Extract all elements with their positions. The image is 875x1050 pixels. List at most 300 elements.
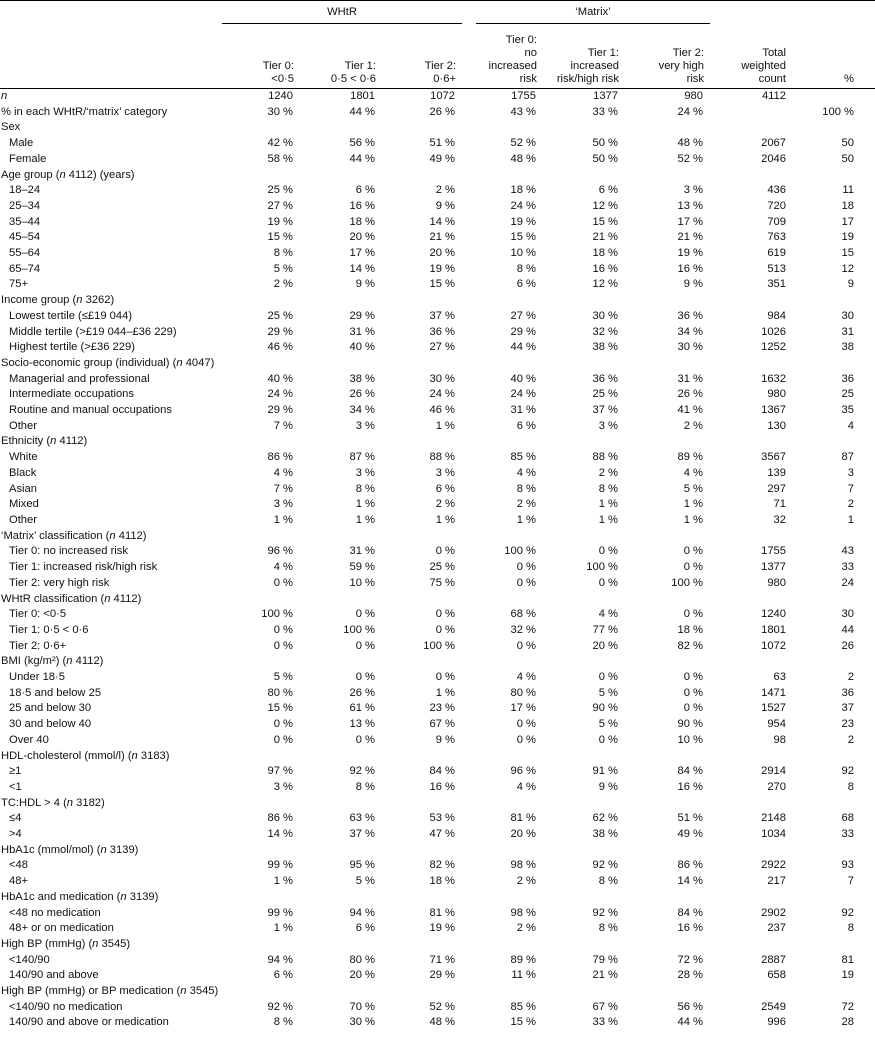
cell-col-5 (543, 529, 625, 545)
cell-col-8: 30 (841, 608, 854, 621)
table-row (0, 1000, 875, 1016)
cell-col-1: 1 % (273, 513, 293, 526)
cell-col-6: 16 % (677, 922, 703, 935)
cell-col-1: 94 % (267, 953, 293, 966)
cell-col-6: 82 % (677, 639, 703, 652)
cell-col-8: 35 (841, 404, 854, 417)
cell-col-3 (382, 796, 462, 812)
cell-col-2 (300, 796, 382, 812)
cell-col-2 (300, 168, 382, 184)
cell-col-6: 10 % (677, 733, 703, 746)
cell-col-8: 2 (847, 733, 854, 746)
cell-col-5 (543, 120, 625, 136)
cell-col-5: 50 % (592, 152, 618, 165)
cell-col-6 (625, 120, 710, 136)
cell-col-2: 1801 (350, 90, 375, 102)
cell-col-3: 0 % (435, 671, 455, 684)
cell-col-4: 96 % (510, 765, 536, 778)
cell-col-2 (300, 592, 382, 608)
row-label: Tier 0: <0·5 (9, 608, 67, 621)
cell-col-5: 2 % (598, 466, 618, 479)
cell-col-5: 25 % (592, 388, 618, 401)
cell-col-2: 61 % (349, 702, 375, 715)
cell-col-3: 3 % (435, 466, 455, 479)
row-label: Intermediate occupations (9, 388, 135, 401)
cell-col-6 (625, 168, 710, 184)
cell-col-6: 49 % (677, 828, 703, 841)
cell-col-1: 0 % (273, 639, 293, 652)
table-row (0, 309, 875, 325)
cell-col-7: 2067 (761, 137, 786, 150)
cell-col-1: 0 % (273, 718, 293, 731)
table-row (0, 686, 875, 702)
column-header-line: count (758, 73, 786, 85)
row-label: Tier 2: 0·6+ (9, 639, 67, 652)
cell-col-8: 24 (841, 576, 854, 589)
table-section-row (0, 890, 875, 906)
cell-col-8: 12 (841, 262, 854, 275)
cell-col-1: 0 % (273, 623, 293, 636)
table-row (0, 262, 875, 278)
cell-col-5: 77 % (592, 623, 618, 636)
cell-col-3: 14 % (429, 215, 455, 228)
cell-col-7: 139 (767, 466, 786, 479)
column-header-line: risk/high risk (556, 73, 619, 85)
cell-col-6: 16 % (677, 780, 703, 793)
row-label: Under 18·5 (9, 671, 65, 684)
table-section-row (0, 592, 875, 608)
column-header-line: Tier 1: (587, 47, 619, 59)
cell-col-7: 297 (767, 482, 786, 495)
table-row (0, 560, 875, 576)
cell-col-6: 24 % (677, 105, 703, 118)
cell-col-1 (218, 984, 300, 1000)
row-label: Male (9, 137, 34, 150)
cell-col-7: 1026 (761, 325, 786, 338)
table-row (0, 968, 875, 984)
cell-col-4 (462, 592, 543, 608)
cell-col-1: 5 % (273, 671, 293, 684)
cell-col-3: 15 % (429, 278, 455, 291)
cell-col-8: 38 (841, 341, 854, 354)
cell-col-4: 100 % (504, 545, 536, 558)
cell-col-7: 1471 (761, 686, 786, 699)
cell-col-8 (794, 592, 875, 608)
cell-col-5: 30 % (592, 309, 618, 322)
column-header-line: Tier 1: (344, 60, 376, 72)
table-row (0, 136, 875, 152)
row-label: High BP (mmHg) (n 3545) (1, 937, 131, 950)
cell-col-8: 17 (841, 215, 854, 228)
row-label: White (9, 451, 38, 464)
row-label: Over 40 (9, 733, 49, 746)
table-section-row (0, 168, 875, 184)
row-label: Lowest tertile (≤£19 044) (9, 309, 133, 322)
cell-col-1: 25 % (267, 184, 293, 197)
cell-col-8: 26 (841, 639, 854, 652)
cell-col-2: 31 % (349, 545, 375, 558)
table-row (0, 607, 875, 623)
cell-col-8 (794, 356, 875, 372)
cell-col-2 (300, 843, 382, 859)
cell-col-7: 513 (767, 262, 786, 275)
cell-col-4: 4 % (516, 466, 536, 479)
cell-col-6 (625, 890, 710, 906)
cell-col-2 (300, 529, 382, 545)
row-label: ‘Matrix’ classification (n 4112) (1, 529, 147, 542)
cell-col-2: 1 % (355, 498, 375, 511)
row-label: Tier 1: 0·5 < 0·6 (9, 623, 89, 636)
cell-col-7: 237 (767, 922, 786, 935)
cell-col-3: 36 % (429, 325, 455, 338)
cell-col-4: 4 % (516, 780, 536, 793)
cell-col-5: 0 % (598, 576, 618, 589)
cell-col-2: 30 % (349, 1016, 375, 1029)
cell-col-7: 980 (767, 576, 786, 589)
cell-col-7: 763 (767, 231, 786, 244)
cell-col-7: 436 (767, 184, 786, 197)
cell-col-4: 80 % (510, 686, 536, 699)
column-header-6 (625, 26, 710, 89)
cell-col-8: 81 (841, 953, 854, 966)
table-section-row (0, 843, 875, 859)
cell-col-5 (543, 592, 625, 608)
cell-col-1: 99 % (267, 859, 293, 872)
cell-col-5: 21 % (592, 231, 618, 244)
cell-col-1 (218, 843, 300, 859)
cell-col-7: 1252 (761, 341, 786, 354)
cell-col-4: 85 % (510, 451, 536, 464)
cell-col-7 (710, 937, 794, 953)
cell-col-5 (543, 749, 625, 765)
table-row (0, 215, 875, 231)
cell-col-8: 92 (841, 906, 854, 919)
table-row (0, 1015, 875, 1031)
cell-col-2: 14 % (349, 262, 375, 275)
cell-col-5: 0 % (598, 671, 618, 684)
cell-col-4 (462, 529, 543, 545)
column-header-line: % (844, 73, 854, 85)
cell-col-2: 6 % (355, 184, 375, 197)
cell-col-2: 26 % (349, 388, 375, 401)
cell-col-1 (218, 749, 300, 765)
column-header-line: very high (658, 60, 704, 72)
cell-col-8: 36 (841, 686, 854, 699)
cell-col-8: 7 (847, 482, 854, 495)
cell-col-5: 37 % (592, 404, 618, 417)
cell-col-1: 1 % (273, 875, 293, 888)
cell-col-7: 2046 (761, 152, 786, 165)
cell-col-1 (218, 168, 300, 184)
cell-col-3: 88 % (429, 451, 455, 464)
cell-col-7 (710, 434, 794, 450)
cell-col-3: 81 % (429, 906, 455, 919)
cell-col-3: 1072 (430, 90, 455, 102)
cell-col-2: 34 % (349, 404, 375, 417)
cell-col-5 (543, 796, 625, 812)
row-label: Tier 0: no increased risk (9, 545, 128, 558)
cell-col-3: 48 % (429, 1016, 455, 1029)
cell-col-2 (300, 984, 382, 1000)
row-label: HbA1c (mmol/mol) (n 3139) (1, 843, 139, 856)
cell-col-3: 84 % (429, 765, 455, 778)
column-header-2 (300, 26, 382, 89)
cell-col-8: 8 (847, 922, 854, 935)
cell-col-6 (625, 937, 710, 953)
column-header-line: increased (488, 60, 537, 72)
cell-col-6: 89 % (677, 451, 703, 464)
cell-col-4 (462, 984, 543, 1000)
cell-col-3: 52 % (429, 1000, 455, 1013)
cell-col-8 (794, 843, 875, 859)
table-row (0, 497, 875, 513)
cell-col-5 (543, 937, 625, 953)
row-label: TC:HDL > 4 (n 3182) (1, 796, 105, 809)
cell-col-7 (710, 984, 794, 1000)
cell-col-2: 20 % (349, 231, 375, 244)
cell-col-4: 89 % (510, 953, 536, 966)
cell-col-8 (794, 293, 875, 309)
cell-col-8 (794, 984, 875, 1000)
cell-col-2: 0 % (355, 639, 375, 652)
table-row (0, 183, 875, 199)
column-header-line: <0·5 (271, 73, 294, 85)
cell-col-5 (543, 168, 625, 184)
cell-col-6 (625, 654, 710, 670)
cell-col-5: 62 % (592, 812, 618, 825)
cell-col-3: 19 % (429, 922, 455, 935)
cell-col-1: 8 % (273, 1016, 293, 1029)
cell-col-5 (543, 434, 625, 450)
cell-col-1 (218, 592, 300, 608)
row-label: Other (9, 419, 37, 432)
cell-col-1: 7 % (273, 419, 293, 432)
cell-col-7 (710, 293, 794, 309)
table-section-row (0, 749, 875, 765)
row-label: 45–54 (9, 231, 41, 244)
cell-col-1: 6 % (273, 969, 293, 982)
table-section-row (0, 984, 875, 1000)
table-row (0, 152, 875, 168)
table-body (0, 89, 875, 1032)
cell-col-3 (382, 937, 462, 953)
row-label: 48+ or on medication (9, 922, 114, 935)
cell-col-1 (218, 356, 300, 372)
cell-col-2: 0 % (355, 671, 375, 684)
cell-col-3: 18 % (429, 875, 455, 888)
cell-col-8 (794, 529, 875, 545)
row-label: HbA1c and medication (n 3139) (1, 890, 159, 903)
cell-col-3: 46 % (429, 404, 455, 417)
cell-col-7: 32 (773, 513, 786, 526)
cell-col-6: 56 % (677, 1000, 703, 1013)
cell-col-2: 16 % (349, 199, 375, 212)
cell-col-1 (218, 434, 300, 450)
cell-col-2: 8 % (355, 482, 375, 495)
cell-col-7: 984 (767, 309, 786, 322)
cell-col-1: 8 % (273, 247, 293, 260)
row-label: Socio-economic group (individual) (n 4047) (1, 356, 215, 369)
cell-col-2: 13 % (349, 718, 375, 731)
table-row (0, 639, 875, 655)
row-label: <48 (9, 859, 28, 872)
cell-col-4 (462, 796, 543, 812)
cell-col-7: 130 (767, 419, 786, 432)
cell-col-8: 28 (841, 1016, 854, 1029)
cell-col-7: 63 (773, 671, 786, 684)
cell-col-3: 21 % (429, 231, 455, 244)
cell-col-1: 29 % (267, 325, 293, 338)
cell-col-4: 19 % (510, 215, 536, 228)
table-row (0, 230, 875, 246)
cell-col-2: 17 % (349, 247, 375, 260)
cell-col-4 (462, 356, 543, 372)
column-header-5 (543, 26, 625, 89)
cell-col-4 (462, 293, 543, 309)
cell-col-8: 92 (841, 765, 854, 778)
cell-col-7 (710, 843, 794, 859)
cell-col-6: 13 % (677, 199, 703, 212)
cell-col-8: 15 (841, 247, 854, 260)
row-label: % in each WHtR/‘matrix’ category (1, 105, 168, 118)
cell-col-2: 0 % (355, 608, 375, 621)
cell-col-3 (382, 120, 462, 136)
cell-col-6: 48 % (677, 137, 703, 150)
cell-col-2: 37 % (349, 828, 375, 841)
table-row (0, 199, 875, 215)
cell-col-7 (710, 168, 794, 184)
cell-col-6: 41 % (677, 404, 703, 417)
cell-col-5: 9 % (598, 780, 618, 793)
cell-col-2: 44 % (349, 152, 375, 165)
cell-col-1: 1 % (273, 922, 293, 935)
cell-col-1: 0 % (273, 733, 293, 746)
cell-col-2: 38 % (349, 372, 375, 385)
cell-col-1: 97 % (267, 765, 293, 778)
cell-col-8 (794, 89, 875, 105)
cell-col-8: 72 (841, 1000, 854, 1013)
cell-col-5: 79 % (592, 953, 618, 966)
cell-col-8: 8 (847, 780, 854, 793)
cell-col-3: 82 % (429, 859, 455, 872)
cell-col-8 (794, 434, 875, 450)
cell-col-3: 20 % (429, 247, 455, 260)
cell-col-3: 9 % (435, 199, 455, 212)
cell-col-8: 43 (841, 545, 854, 558)
cell-col-8: 2 (847, 671, 854, 684)
cell-col-3 (382, 168, 462, 184)
cell-col-3 (382, 890, 462, 906)
table-section-row (0, 293, 875, 309)
cell-col-6: 84 % (677, 765, 703, 778)
cell-col-6: 34 % (677, 325, 703, 338)
cell-col-2: 87 % (349, 451, 375, 464)
table-row (0, 325, 875, 341)
cell-col-4 (462, 890, 543, 906)
table-header (0, 1, 875, 89)
table-row (0, 827, 875, 843)
cell-col-6 (625, 356, 710, 372)
cell-col-3: 51 % (429, 137, 455, 150)
cell-col-8: 87 (841, 451, 854, 464)
cell-col-6: 100 % (671, 576, 703, 589)
cell-col-1: 27 % (267, 199, 293, 212)
table-section-row (0, 356, 875, 372)
table-row (0, 340, 875, 356)
cell-col-4: 1755 (511, 90, 536, 102)
table-row (0, 858, 875, 874)
cell-col-5: 67 % (592, 1000, 618, 1013)
cell-col-8: 2 (847, 498, 854, 511)
cell-col-2: 26 % (349, 686, 375, 699)
cell-col-3 (382, 529, 462, 545)
table-row (0, 403, 875, 419)
table-row (0, 733, 875, 749)
row-label: 35–44 (9, 215, 41, 228)
cell-col-8: 18 (841, 199, 854, 212)
cell-col-2: 94 % (349, 906, 375, 919)
cell-col-6: 0 % (683, 545, 703, 558)
cell-col-3: 71 % (429, 953, 455, 966)
cell-col-5 (543, 843, 625, 859)
cell-col-6: 84 % (677, 906, 703, 919)
cell-col-3: 47 % (429, 828, 455, 841)
cell-col-1 (218, 937, 300, 953)
cell-col-7: 4112 (761, 90, 786, 102)
row-label: 25–34 (9, 199, 41, 212)
cell-col-2: 3 % (355, 466, 375, 479)
cell-col-4: 4 % (516, 671, 536, 684)
cell-col-3: 27 % (429, 341, 455, 354)
cell-col-4: 0 % (516, 576, 536, 589)
row-label: 55–64 (9, 247, 41, 260)
table-row (0, 921, 875, 937)
cell-col-3: 67 % (429, 718, 455, 731)
cell-col-5: 12 % (592, 199, 618, 212)
cell-col-4: 27 % (510, 309, 536, 322)
cell-col-2: 92 % (349, 765, 375, 778)
cell-col-8: 44 (841, 623, 854, 636)
cell-col-6: 0 % (683, 686, 703, 699)
cell-col-4: 6 % (516, 419, 536, 432)
column-header-line: Total (762, 47, 786, 59)
cell-col-5: 3 % (598, 419, 618, 432)
cell-col-4: 24 % (510, 388, 536, 401)
row-label: ≥1 (9, 765, 22, 778)
cell-col-3: 0 % (435, 608, 455, 621)
cell-col-4: 18 % (510, 184, 536, 197)
cell-col-8: 93 (841, 859, 854, 872)
table-row (0, 811, 875, 827)
cell-col-1 (218, 890, 300, 906)
table-section-row (0, 529, 875, 545)
cell-col-2: 6 % (355, 922, 375, 935)
cell-col-5 (543, 356, 625, 372)
cell-col-7 (710, 592, 794, 608)
cell-col-5: 90 % (592, 702, 618, 715)
cell-col-1: 58 % (267, 152, 293, 165)
cell-col-5: 15 % (592, 215, 618, 228)
cell-col-8: 7 (847, 875, 854, 888)
cell-col-7: 2922 (761, 859, 786, 872)
cell-col-7: 1527 (761, 702, 786, 715)
cell-col-1: 5 % (273, 262, 293, 275)
cell-col-3: 1 % (435, 686, 455, 699)
cell-col-8: 3 (847, 466, 854, 479)
cell-col-7: 217 (767, 875, 786, 888)
row-label: Female (9, 152, 47, 165)
cell-col-1: 96 % (267, 545, 293, 558)
